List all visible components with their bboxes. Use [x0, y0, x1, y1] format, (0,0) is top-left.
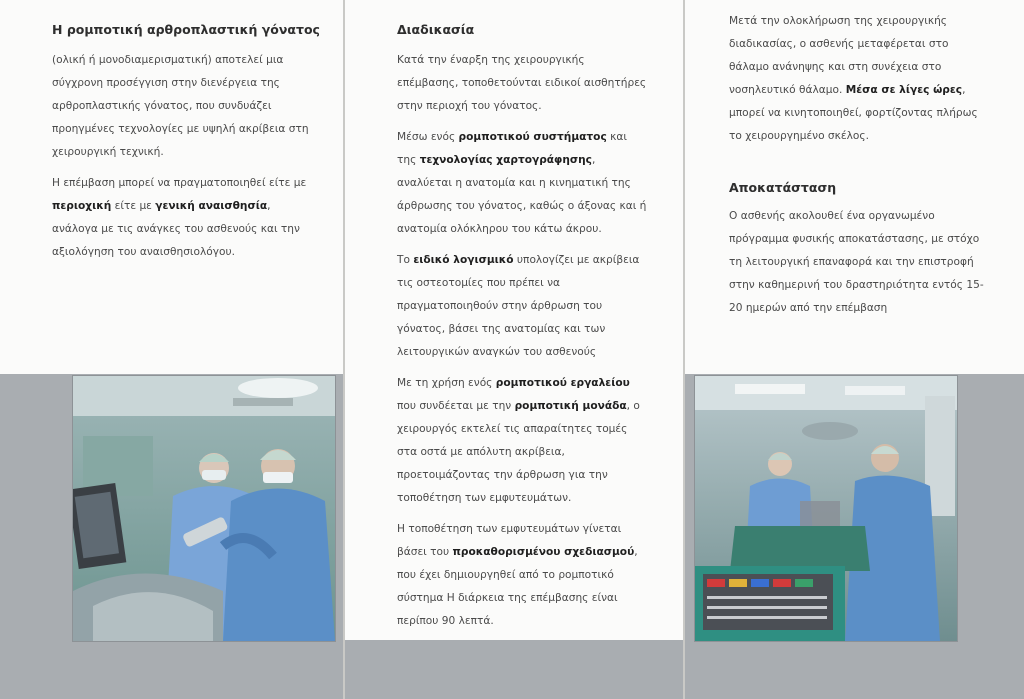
panel1-para2: Η επέμβαση μπορεί να πραγματοποιηθεί είτε με περιοχική είτε με γενική αναισθησία, ανάλογα με τις ανάγκες του ασθενούς και την αξιολόγηση του αναισθησιολόγου. — [52, 177, 307, 258]
panel1-para1: (ολική ή μονοδιαμερισματική) αποτελεί μια σύγχρονη προσέγγιση στην διενέργεια της αρθροπλαστικής γόνατος, που συνδυάζει προηγμένες τεχνολογίες με υψηλή ακρίβεια στη χειρουργική τεχνική. — [52, 54, 309, 158]
panel3-para1: Μετά την ολοκλήρωση της χειρουργικής διαδικασίας, ο ασθενής μεταφέρεται στο θάλαμο ανάνηψης και στη συνέχεια στο νοσηλευτικό θάλαμο. Μέσα σε λίγες ώρες, μπορεί να κινητοποιηθεί, φορτίζοντας πλήρως το χειρουργημένο σκέλος. — [729, 15, 978, 142]
grey-band-bottom — [345, 640, 683, 699]
panel3-para2: Ο ασθενής ακολουθεί ένα οργανωμένο πρόγραμμα φυσικής αποκατάστασης, με στόχο τη λειτουργική επαναφορά και την επιστροφή στην καθημερινή του δραστηριότητα εντός 15-20 ημερών από την επέμβαση — [729, 210, 984, 314]
panel2-para4: Με τη χρήση ενός ρομποτικού εργαλείου που συνδέεται με την ρομποτική μονάδα, ο χειρουργός εκτελεί τις απαραίτητες τομές στα οστά με απόλυτη ακρίβεια, προετοιμάζοντας την άρθρωση για την τοποθέτηση των εμφυτευμάτων. — [397, 377, 640, 504]
panel-middle — [345, 0, 683, 699]
panel-right — [685, 0, 1024, 699]
panel2-para1: Κατά την έναρξη της χειρουργικής επέμβασης, τοποθετούνται ειδικοί αισθητήρες στην περιοχή του γόνατος. — [397, 54, 647, 112]
panel2-text — [397, 49, 647, 641]
panel2-para5: Η τοποθέτηση των εμφυτευμάτων γίνεται βάσει του προκαθορισμένου σχεδιασμού, που έχει δημιουργηθεί από το ρομποτικό σύστημα Η διάρκεια της επέμβασης είναι περίπου 90 λεπτά. — [397, 523, 638, 627]
panel1-title: Η ρομποτική αρθροπλαστική γόνατος — [52, 22, 320, 37]
panel3-text-bottom — [729, 205, 991, 328]
panel2-para3: Το ειδικό λογισμικό υπολογίζει με ακρίβεια τις οστεοτομίες που πρέπει να πραγματοποιηθούν στην άρθρωση του γόνατος, βάσει της ανατομίας και των λειτουργικών αναγκών του ασθενούς — [397, 254, 640, 358]
surgery-photo-2 — [694, 375, 958, 642]
panel-left — [0, 0, 343, 699]
surgery-photo-1 — [72, 375, 336, 642]
panel1-text — [52, 49, 310, 272]
panel3-text-top — [729, 10, 991, 156]
panel2-para2: Μέσω ενός ρομποτικού συστήματος και της τεχνολογίας χαρτογράφησης, αναλύεται η ανατομία και η κινηματική της άρθρωσης του γόνατος, καθώς ο άξονας και ή ανατομία ολόκληρου του κάτω άκρου. — [397, 131, 647, 235]
panel2-title: Διαδικασία — [397, 22, 475, 37]
panel3-title: Αποκατάσταση — [729, 180, 837, 195]
